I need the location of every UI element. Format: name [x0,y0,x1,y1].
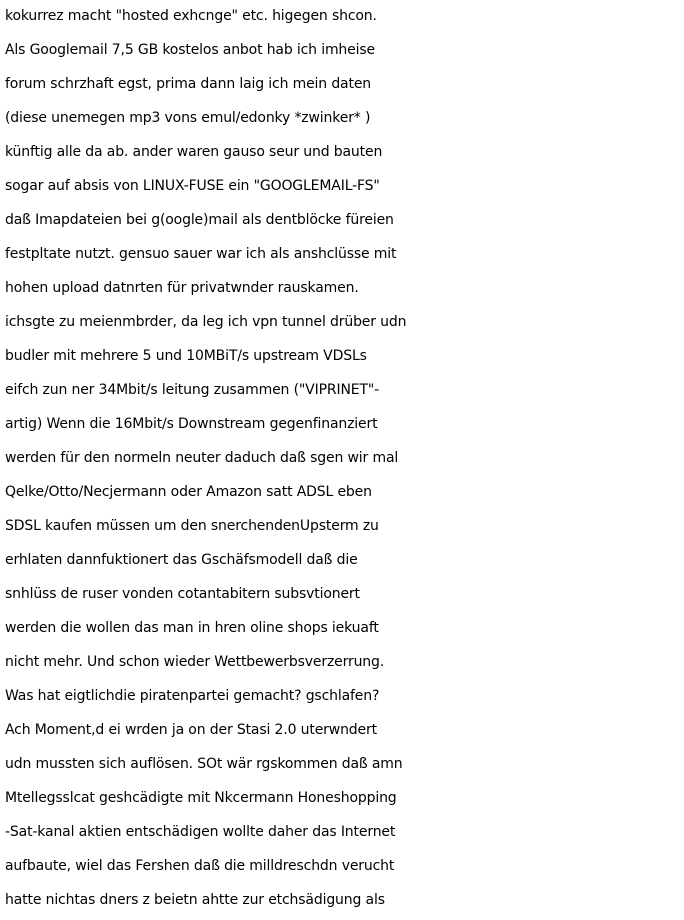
text-line: -Sat-kanal aktien entschädigen wollte daher das Internet [5,824,396,840]
text-line: Ach Moment,d ei wrden ja on der Stasi 2.0 uterwndert [5,722,377,738]
text-line: budler mit mehrere 5 und 10MBiT/s upstream VDSLs [5,348,367,364]
text-line: eifch zun ner 34Mbit/s leitung zusammen ("VIPRINET"- [5,382,380,398]
text-line: sogar auf absis von LINUX-FUSE ein "GOOGLEMAIL-FS" [5,178,380,194]
text-line: werden die wollen das man in hren oline shops iekuaft [5,620,379,636]
document-text [5,0,684,917]
text-line: snhlüss de ruser vonden cotantabitern subsvtionert [5,586,360,602]
text-line: festpltate nutzt. gensuo sauer war ich als anshclüsse mit [5,246,397,262]
text-line: aufbaute, wiel das Fershen daß die milldreschdn verucht [5,858,395,874]
text-line: Mtellegsslcat geshcädigte mit Nkcermann Honeshopping [5,790,397,806]
text-line: Als Googlemail 7,5 GB kostelos anbot hab ich imheise [5,42,375,58]
text-line: hohen upload datnrten für privatwnder rauskamen. [5,280,359,296]
text-line: hatte nichtas dners z beietn ahtte zur etchsädigung als [5,892,385,908]
text-line: Was hat eigtlichdie piratenpartei gemacht? gschlafen? [5,688,380,704]
text-line: daß Imapdateien bei g(oogle)mail als dentblöcke füreien [5,212,394,228]
text-line: SDSL kaufen müssen um den snerchendenUpsterm zu [5,518,379,534]
text-line: (diese unemegen mp3 vons emul/edonky *zwinker* ) [5,110,371,126]
text-line: erhlaten dannfuktionert das Gschäfsmodell daß die [5,552,358,568]
text-line: künftig alle da ab. ander waren gauso seur und bauten [5,144,383,160]
text-line: forum schrzhaft egst, prima dann laig ich mein daten [5,76,372,92]
text-line: ichsgte zu meienmbrder, da leg ich vpn tunnel drüber udn [5,314,407,330]
text-line: artig) Wenn die 16Mbit/s Downstream gegenfinanziert [5,416,378,432]
text-line: werden für den normeln neuter daduch daß sgen wir mal [5,450,399,466]
text-line: kokurrez macht "hosted exhcnge" etc. higegen shcon. [5,8,377,24]
text-line: nicht mehr. Und schon wieder Wettbewerbsverzerrung. [5,654,385,670]
text-line: Qelke/Otto/Necjermann oder Amazon satt ADSL eben [5,484,372,500]
text-line: udn mussten sich auflösen. SOt wär rgskommen daß amn [5,756,403,772]
